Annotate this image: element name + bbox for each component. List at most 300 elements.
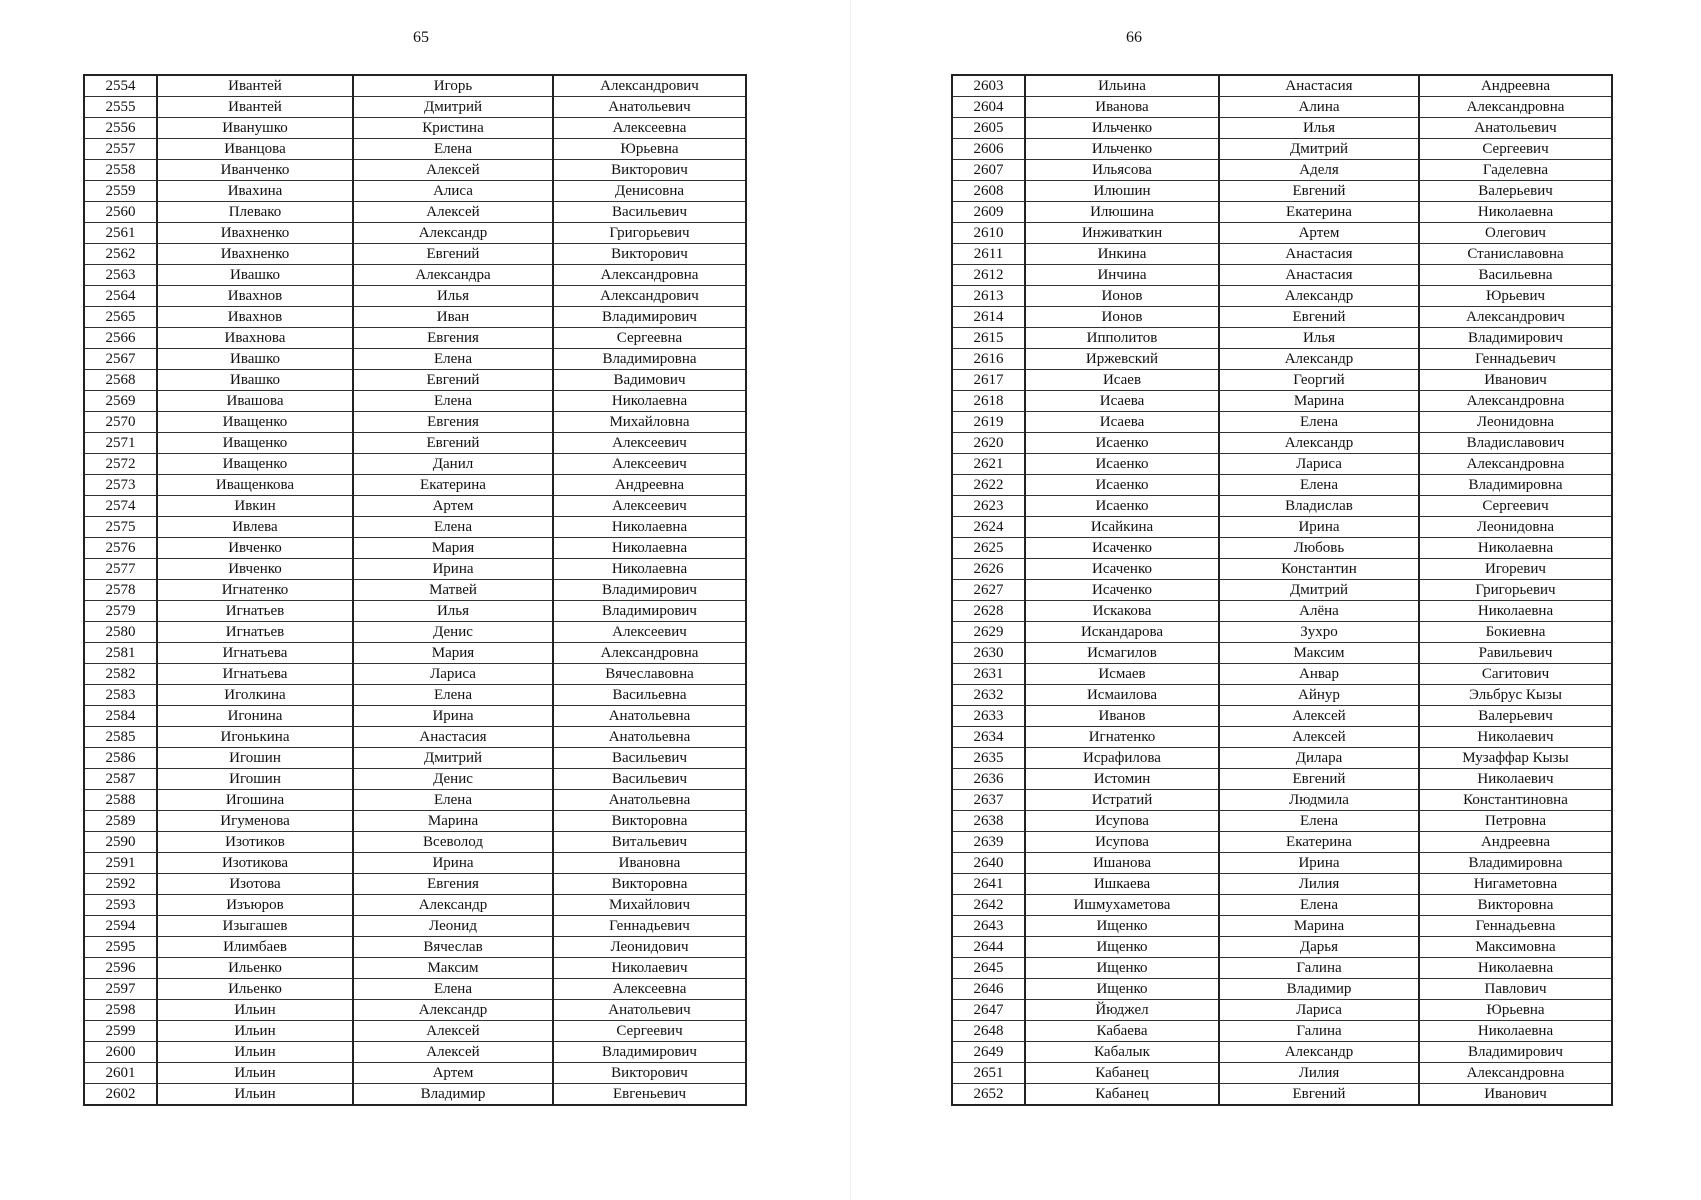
patronymic-cell: Александрович: [553, 286, 746, 307]
patronymic-cell: Николаевич: [553, 958, 746, 979]
table-row: [84, 832, 746, 853]
patronymic-cell: Иванович: [1419, 370, 1612, 391]
table-row: [84, 433, 746, 454]
first-name-cell: Александр: [353, 1000, 553, 1021]
row-number-cell: 2621: [952, 454, 1025, 475]
patronymic-cell: Александровна: [553, 643, 746, 664]
table-row: [84, 202, 746, 223]
patronymic-cell: Владиславович: [1419, 433, 1612, 454]
row-number-cell: 2638: [952, 811, 1025, 832]
row-number-cell: 2587: [84, 769, 157, 790]
row-number-cell: 2617: [952, 370, 1025, 391]
table-row: [84, 75, 746, 97]
row-number-cell: 2599: [84, 1021, 157, 1042]
patronymic-cell: Леонидович: [553, 937, 746, 958]
row-number-cell: 2592: [84, 874, 157, 895]
surname-cell: Изотова: [157, 874, 353, 895]
table-row: [952, 958, 1612, 979]
row-number-cell: 2604: [952, 97, 1025, 118]
table-row: [84, 790, 746, 811]
surname-cell: Истратий: [1025, 790, 1219, 811]
patronymic-cell: Андреевна: [553, 475, 746, 496]
row-number-cell: 2612: [952, 265, 1025, 286]
first-name-cell: Евгений: [1219, 769, 1419, 790]
patronymic-cell: Станиславовна: [1419, 244, 1612, 265]
surname-cell: Исаенко: [1025, 475, 1219, 496]
patronymic-cell: Гаделевна: [1419, 160, 1612, 181]
table-row: [952, 454, 1612, 475]
surname-cell: Ильин: [157, 1021, 353, 1042]
patronymic-cell: Николаевна: [553, 559, 746, 580]
patronymic-cell: Алексеевич: [553, 433, 746, 454]
patronymic-cell: Анатольевич: [553, 1000, 746, 1021]
page-number: 65: [413, 29, 429, 46]
row-number-cell: 2600: [84, 1042, 157, 1063]
surname-cell: Исаев: [1025, 370, 1219, 391]
row-number-cell: 2649: [952, 1042, 1025, 1063]
row-number-cell: 2640: [952, 853, 1025, 874]
first-name-cell: Вячеслав: [353, 937, 553, 958]
surname-cell: Кабалык: [1025, 1042, 1219, 1063]
row-number-cell: 2605: [952, 118, 1025, 139]
patronymic-cell: Равильевич: [1419, 643, 1612, 664]
row-number-cell: 2633: [952, 706, 1025, 727]
row-number-cell: 2571: [84, 433, 157, 454]
first-name-cell: Евгения: [353, 412, 553, 433]
row-number-cell: 2573: [84, 475, 157, 496]
row-number-cell: 2631: [952, 664, 1025, 685]
surname-cell: Исмагилов: [1025, 643, 1219, 664]
patronymic-cell: Анатольевич: [553, 97, 746, 118]
surname-cell: Ивченко: [157, 559, 353, 580]
row-number-cell: 2569: [84, 391, 157, 412]
surname-cell: Иващенкова: [157, 475, 353, 496]
patronymic-cell: Александровна: [1419, 97, 1612, 118]
table-row: [84, 1084, 746, 1106]
patronymic-cell: Григорьевич: [1419, 580, 1612, 601]
first-name-cell: Владимир: [353, 1084, 553, 1106]
first-name-cell: Елена: [353, 391, 553, 412]
first-name-cell: Анвар: [1219, 664, 1419, 685]
table-row: [952, 895, 1612, 916]
patronymic-cell: Александровна: [1419, 1063, 1612, 1084]
surname-cell: Ивлева: [157, 517, 353, 538]
row-number-cell: 2601: [84, 1063, 157, 1084]
patronymic-cell: Павлович: [1419, 979, 1612, 1000]
first-name-cell: Алексей: [353, 1021, 553, 1042]
row-number-cell: 2576: [84, 538, 157, 559]
row-number-cell: 2557: [84, 139, 157, 160]
table-row: [952, 139, 1612, 160]
surname-cell: Игнатьев: [157, 622, 353, 643]
table-row: [84, 727, 746, 748]
first-name-cell: Александр: [1219, 349, 1419, 370]
surname-cell: Изыгашев: [157, 916, 353, 937]
first-name-cell: Евгений: [1219, 1084, 1419, 1106]
first-name-cell: Елена: [353, 979, 553, 1000]
surname-cell: Иголкина: [157, 685, 353, 706]
patronymic-cell: Олегович: [1419, 223, 1612, 244]
name-list-body: [84, 75, 746, 1105]
first-name-cell: Артем: [353, 1063, 553, 1084]
surname-cell: Ильина: [1025, 75, 1219, 97]
surname-cell: Ищенко: [1025, 958, 1219, 979]
patronymic-cell: Александровна: [553, 265, 746, 286]
patronymic-cell: Васильевич: [553, 748, 746, 769]
row-number-cell: 2632: [952, 685, 1025, 706]
first-name-cell: Анастасия: [353, 727, 553, 748]
patronymic-cell: Николаевна: [1419, 202, 1612, 223]
patronymic-cell: Алексеевна: [553, 118, 746, 139]
patronymic-cell: Валерьевич: [1419, 181, 1612, 202]
table-row: [84, 475, 746, 496]
patronymic-cell: Владимирович: [553, 1042, 746, 1063]
row-number-cell: 2580: [84, 622, 157, 643]
table-row: [952, 622, 1612, 643]
patronymic-cell: Васильевна: [1419, 265, 1612, 286]
table-row: [84, 580, 746, 601]
first-name-cell: Евгения: [353, 328, 553, 349]
surname-cell: Ильин: [157, 1063, 353, 1084]
patronymic-cell: Витальевич: [553, 832, 746, 853]
surname-cell: Игонина: [157, 706, 353, 727]
table-row: [952, 1021, 1612, 1042]
surname-cell: Игошин: [157, 769, 353, 790]
surname-cell: Иванченко: [157, 160, 353, 181]
row-number-cell: 2623: [952, 496, 1025, 517]
first-name-cell: Илья: [1219, 118, 1419, 139]
patronymic-cell: Александровна: [1419, 454, 1612, 475]
first-name-cell: Артем: [1219, 223, 1419, 244]
table-row: [952, 75, 1612, 97]
patronymic-cell: Леонидовна: [1419, 517, 1612, 538]
table-row: [952, 97, 1612, 118]
table-row: [952, 244, 1612, 265]
surname-cell: Ивахнов: [157, 286, 353, 307]
row-number-cell: 2645: [952, 958, 1025, 979]
table-row: [952, 223, 1612, 244]
first-name-cell: Мария: [353, 643, 553, 664]
row-number-cell: 2613: [952, 286, 1025, 307]
surname-cell: Ильченко: [1025, 118, 1219, 139]
first-name-cell: Евгений: [353, 244, 553, 265]
table-row: [84, 664, 746, 685]
patronymic-cell: Васильевич: [553, 202, 746, 223]
table-row: [84, 307, 746, 328]
first-name-cell: Данил: [353, 454, 553, 475]
surname-cell: Истомин: [1025, 769, 1219, 790]
first-name-cell: Марина: [353, 811, 553, 832]
table-row: [84, 391, 746, 412]
row-number-cell: 2614: [952, 307, 1025, 328]
row-number-cell: 2639: [952, 832, 1025, 853]
table-row: [952, 181, 1612, 202]
first-name-cell: Дмитрий: [353, 97, 553, 118]
table-row: [952, 748, 1612, 769]
patronymic-cell: Евгеньевич: [553, 1084, 746, 1106]
surname-cell: Ивашко: [157, 265, 353, 286]
table-row: [952, 706, 1612, 727]
table-row: [952, 1042, 1612, 1063]
surname-cell: Илюшина: [1025, 202, 1219, 223]
first-name-cell: Алексей: [353, 1042, 553, 1063]
first-name-cell: Владимир: [1219, 979, 1419, 1000]
patronymic-cell: Леонидовна: [1419, 412, 1612, 433]
table-row: [84, 139, 746, 160]
patronymic-cell: Михайлович: [553, 895, 746, 916]
patronymic-cell: Юрьевна: [553, 139, 746, 160]
first-name-cell: Евгений: [353, 433, 553, 454]
patronymic-cell: Владимирович: [553, 307, 746, 328]
left-page: [0, 0, 850, 1200]
surname-cell: Ивашко: [157, 349, 353, 370]
row-number-cell: 2568: [84, 370, 157, 391]
first-name-cell: Елена: [353, 349, 553, 370]
surname-cell: Илюшин: [1025, 181, 1219, 202]
row-number-cell: 2646: [952, 979, 1025, 1000]
surname-cell: Ильенко: [157, 958, 353, 979]
first-name-cell: Ирина: [1219, 517, 1419, 538]
surname-cell: Ивахненко: [157, 244, 353, 265]
row-number-cell: 2555: [84, 97, 157, 118]
first-name-cell: Айнур: [1219, 685, 1419, 706]
table-row: [952, 202, 1612, 223]
surname-cell: Кабаева: [1025, 1021, 1219, 1042]
first-name-cell: Александра: [353, 265, 553, 286]
first-name-cell: Александр: [353, 223, 553, 244]
row-number-cell: 2560: [84, 202, 157, 223]
table-row: [952, 664, 1612, 685]
row-number-cell: 2589: [84, 811, 157, 832]
table-row: [952, 433, 1612, 454]
row-number-cell: 2626: [952, 559, 1025, 580]
surname-cell: Ильенко: [157, 979, 353, 1000]
surname-cell: Игнатьев: [157, 601, 353, 622]
table-row: [952, 286, 1612, 307]
patronymic-cell: Владимировна: [553, 349, 746, 370]
first-name-cell: Лилия: [1219, 874, 1419, 895]
patronymic-cell: Алексеевич: [553, 622, 746, 643]
table-row: [952, 874, 1612, 895]
table-row: [84, 748, 746, 769]
table-row: [952, 412, 1612, 433]
patronymic-cell: Петровна: [1419, 811, 1612, 832]
table-row: [84, 97, 746, 118]
patronymic-cell: Николаевна: [553, 517, 746, 538]
first-name-cell: Анастасия: [1219, 265, 1419, 286]
first-name-cell: Марина: [1219, 391, 1419, 412]
surname-cell: Ионов: [1025, 307, 1219, 328]
patronymic-cell: Васильевна: [553, 685, 746, 706]
patronymic-cell: Андреевна: [1419, 832, 1612, 853]
first-name-cell: Анастасия: [1219, 244, 1419, 265]
table-row: [952, 328, 1612, 349]
surname-cell: Ильченко: [1025, 139, 1219, 160]
row-number-cell: 2554: [84, 75, 157, 97]
patronymic-cell: Алексеевич: [553, 454, 746, 475]
row-number-cell: 2588: [84, 790, 157, 811]
first-name-cell: Ирина: [353, 853, 553, 874]
surname-cell: Ивашова: [157, 391, 353, 412]
table-row: [952, 769, 1612, 790]
surname-cell: Исупова: [1025, 811, 1219, 832]
first-name-cell: Владислав: [1219, 496, 1419, 517]
patronymic-cell: Сергеевич: [1419, 496, 1612, 517]
patronymic-cell: Викторовна: [553, 874, 746, 895]
patronymic-cell: Александровна: [1419, 391, 1612, 412]
surname-cell: Ивченко: [157, 538, 353, 559]
patronymic-cell: Андреевна: [1419, 75, 1612, 97]
surname-cell: Йюджел: [1025, 1000, 1219, 1021]
patronymic-cell: Алексеевна: [553, 979, 746, 1000]
patronymic-cell: Константиновна: [1419, 790, 1612, 811]
name-list-body: [952, 75, 1612, 1105]
patronymic-cell: Викторовна: [553, 811, 746, 832]
table-row: [84, 370, 746, 391]
patronymic-cell: Владимировна: [1419, 853, 1612, 874]
table-row: [84, 160, 746, 181]
first-name-cell: Алина: [1219, 97, 1419, 118]
first-name-cell: Дмитрий: [1219, 580, 1419, 601]
row-number-cell: 2602: [84, 1084, 157, 1106]
first-name-cell: Алексей: [353, 160, 553, 181]
surname-cell: Ильясова: [1025, 160, 1219, 181]
table-row: [84, 853, 746, 874]
surname-cell: Ильин: [157, 1084, 353, 1106]
table-row: [84, 811, 746, 832]
row-number-cell: 2618: [952, 391, 1025, 412]
first-name-cell: Евгений: [1219, 307, 1419, 328]
row-number-cell: 2628: [952, 601, 1025, 622]
row-number-cell: 2598: [84, 1000, 157, 1021]
table-row: [952, 727, 1612, 748]
surname-cell: Игуменова: [157, 811, 353, 832]
patronymic-cell: Николаевна: [1419, 1021, 1612, 1042]
patronymic-cell: Анатольевна: [553, 790, 746, 811]
patronymic-cell: Николаевна: [1419, 958, 1612, 979]
surname-cell: Иващенко: [157, 412, 353, 433]
first-name-cell: Елена: [1219, 412, 1419, 433]
row-number-cell: 2630: [952, 643, 1025, 664]
patronymic-cell: Николаевич: [1419, 769, 1612, 790]
patronymic-cell: Геннадьевич: [553, 916, 746, 937]
surname-cell: Ильин: [157, 1042, 353, 1063]
surname-cell: Исмаилова: [1025, 685, 1219, 706]
table-row: [84, 916, 746, 937]
page-number: 66: [1126, 29, 1142, 46]
row-number-cell: 2636: [952, 769, 1025, 790]
row-number-cell: 2609: [952, 202, 1025, 223]
first-name-cell: Георгий: [1219, 370, 1419, 391]
patronymic-cell: Викторович: [553, 1063, 746, 1084]
first-name-cell: Зухро: [1219, 622, 1419, 643]
patronymic-cell: Бокиевна: [1419, 622, 1612, 643]
patronymic-cell: Анатольевна: [553, 727, 746, 748]
table-row: [84, 412, 746, 433]
first-name-cell: Евгения: [353, 874, 553, 895]
patronymic-cell: Владимирович: [553, 601, 746, 622]
surname-cell: Исаченко: [1025, 538, 1219, 559]
first-name-cell: Евгений: [353, 370, 553, 391]
table-row: [84, 244, 746, 265]
row-number-cell: 2616: [952, 349, 1025, 370]
first-name-cell: Елена: [353, 517, 553, 538]
table-row: [84, 622, 746, 643]
table-row: [84, 286, 746, 307]
surname-cell: Игнатенко: [157, 580, 353, 601]
first-name-cell: Денис: [353, 769, 553, 790]
patronymic-cell: Алексеевич: [553, 496, 746, 517]
row-number-cell: 2567: [84, 349, 157, 370]
row-number-cell: 2590: [84, 832, 157, 853]
surname-cell: Игнатьева: [157, 664, 353, 685]
patronymic-cell: Валерьевич: [1419, 706, 1612, 727]
surname-cell: Иванцова: [157, 139, 353, 160]
surname-cell: Исаенко: [1025, 454, 1219, 475]
row-number-cell: 2643: [952, 916, 1025, 937]
table-row: [952, 538, 1612, 559]
table-row: [952, 1000, 1612, 1021]
surname-cell: Ионов: [1025, 286, 1219, 307]
table-row: [84, 937, 746, 958]
table-row: [952, 559, 1612, 580]
patronymic-cell: Николаевна: [1419, 601, 1612, 622]
surname-cell: Ищенко: [1025, 937, 1219, 958]
surname-cell: Изотиков: [157, 832, 353, 853]
row-number-cell: 2556: [84, 118, 157, 139]
row-number-cell: 2578: [84, 580, 157, 601]
first-name-cell: Илья: [353, 286, 553, 307]
first-name-cell: Галина: [1219, 958, 1419, 979]
surname-cell: Ишанова: [1025, 853, 1219, 874]
surname-cell: Игошин: [157, 748, 353, 769]
surname-cell: Игнатьева: [157, 643, 353, 664]
first-name-cell: Елена: [353, 685, 553, 706]
row-number-cell: 2634: [952, 727, 1025, 748]
first-name-cell: Игорь: [353, 75, 553, 97]
patronymic-cell: Владимирович: [553, 580, 746, 601]
patronymic-cell: Николаевна: [553, 538, 746, 559]
first-name-cell: Алексей: [1219, 706, 1419, 727]
row-number-cell: 2647: [952, 1000, 1025, 1021]
row-number-cell: 2607: [952, 160, 1025, 181]
first-name-cell: Ирина: [353, 706, 553, 727]
first-name-cell: Елена: [1219, 895, 1419, 916]
patronymic-cell: Александрович: [553, 75, 746, 97]
patronymic-cell: Александрович: [1419, 307, 1612, 328]
surname-cell: Инчина: [1025, 265, 1219, 286]
patronymic-cell: Викторович: [553, 244, 746, 265]
table-row: [952, 517, 1612, 538]
first-name-cell: Илья: [1219, 328, 1419, 349]
row-number-cell: 2575: [84, 517, 157, 538]
first-name-cell: Екатерина: [1219, 202, 1419, 223]
surname-cell: Изотикова: [157, 853, 353, 874]
row-number-cell: 2564: [84, 286, 157, 307]
patronymic-cell: Владимирович: [1419, 1042, 1612, 1063]
table-row: [952, 160, 1612, 181]
row-number-cell: 2577: [84, 559, 157, 580]
table-row: [84, 496, 746, 517]
row-number-cell: 2620: [952, 433, 1025, 454]
row-number-cell: 2610: [952, 223, 1025, 244]
first-name-cell: Илья: [353, 601, 553, 622]
row-number-cell: 2570: [84, 412, 157, 433]
surname-cell: Ивахина: [157, 181, 353, 202]
first-name-cell: Денис: [353, 622, 553, 643]
row-number-cell: 2596: [84, 958, 157, 979]
first-name-cell: Ирина: [1219, 853, 1419, 874]
